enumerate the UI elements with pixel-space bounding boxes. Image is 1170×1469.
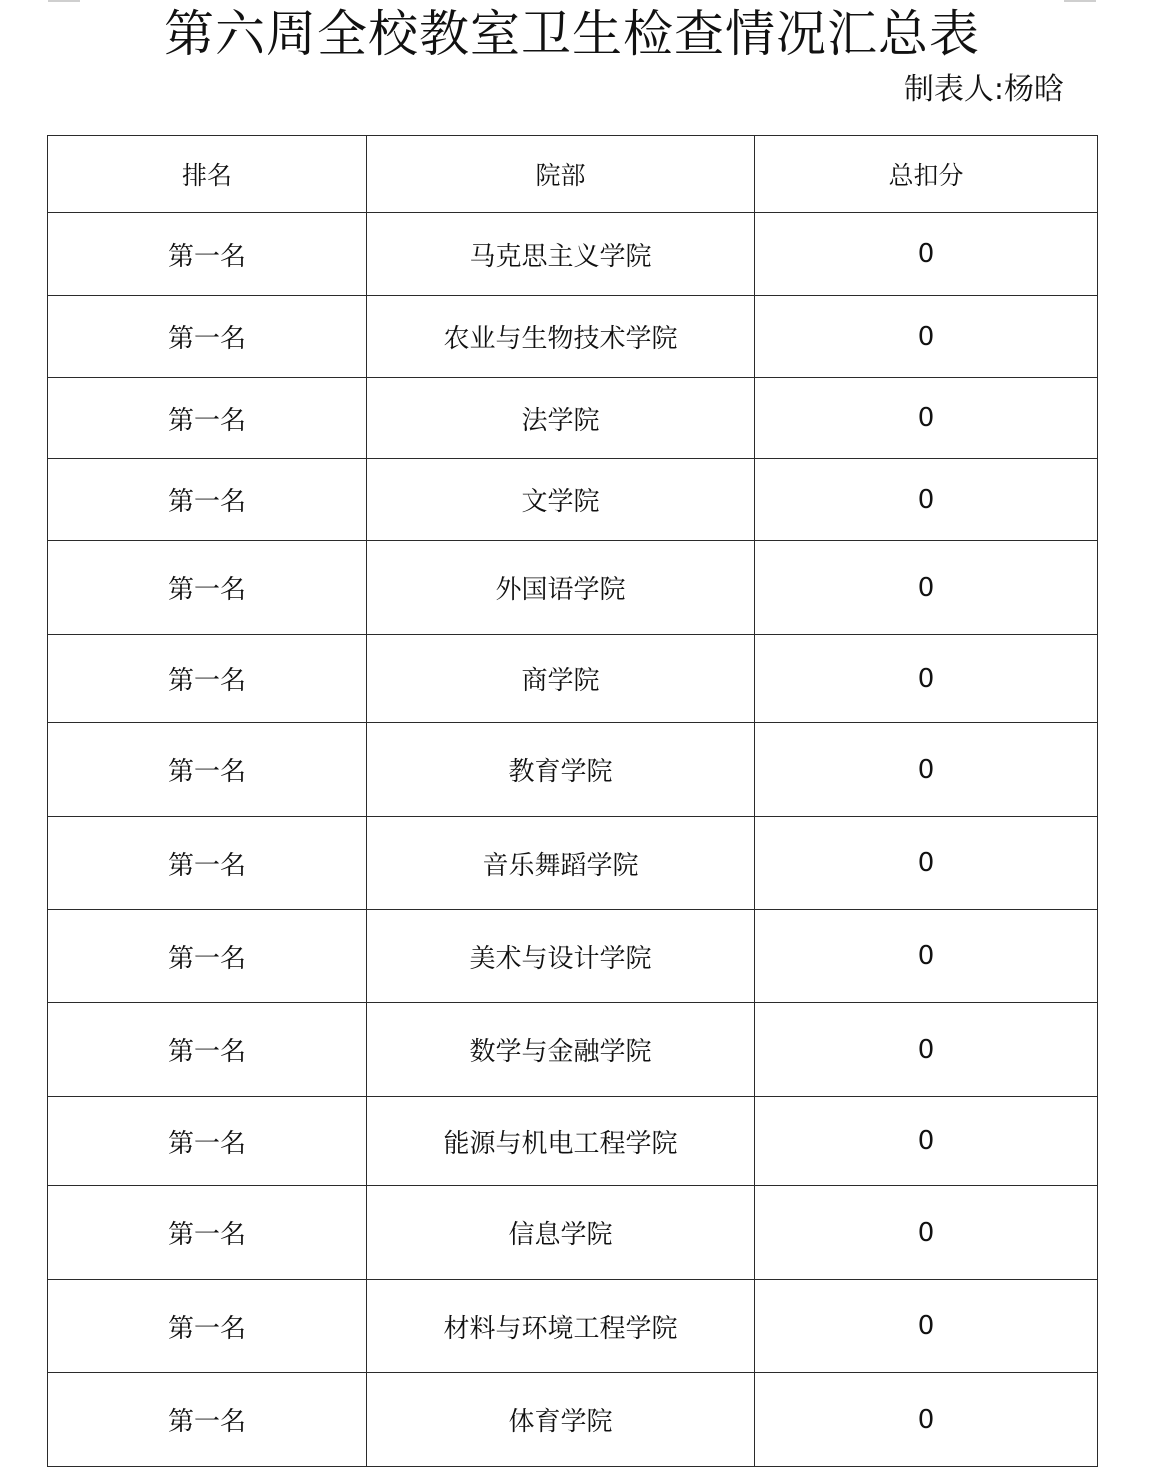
deduction-cell: 0 [755,296,1098,378]
table-row [48,1003,1098,1097]
table-maker: 制表人:杨晗 [903,72,1064,107]
deduction-cell: 0 [755,541,1098,635]
department-cell: 美术与设计学院 [367,910,755,1003]
rank-cell: 第一名 [48,723,367,817]
deduction-cell: 0 [755,723,1098,817]
rank-cell: 第一名 [48,296,367,378]
deduction-cell: 0 [755,817,1098,910]
rank-cell: 第一名 [48,1097,367,1186]
department-cell: 能源与机电工程学院 [367,1097,755,1186]
deduction-cell: 0 [755,459,1098,541]
header-deduction: 总扣分 [755,136,1098,213]
header-rank: 排名 [48,136,367,213]
table-row [48,635,1098,723]
summary-table [47,135,1098,1467]
department-cell: 外国语学院 [367,541,755,635]
rank-cell: 第一名 [48,635,367,723]
table-row [48,378,1098,459]
table-row [48,459,1098,541]
header-row [48,136,1098,213]
table-row [48,213,1098,296]
table-row [48,910,1098,1003]
rank-cell: 第一名 [48,1003,367,1097]
department-cell: 材料与环境工程学院 [367,1280,755,1373]
table-row [48,1186,1098,1280]
deduction-cell: 0 [755,1186,1098,1280]
deduction-cell: 0 [755,1373,1098,1467]
department-cell: 教育学院 [367,723,755,817]
table-row [48,817,1098,910]
rank-cell: 第一名 [48,541,367,635]
department-cell: 文学院 [367,459,755,541]
department-cell: 农业与生物技术学院 [367,296,755,378]
rank-cell: 第一名 [48,459,367,541]
rank-cell: 第一名 [48,910,367,1003]
department-cell: 商学院 [367,635,755,723]
deduction-cell: 0 [755,1097,1098,1186]
department-cell: 马克思主义学院 [367,213,755,296]
rank-cell: 第一名 [48,817,367,910]
table-row [48,1280,1098,1373]
department-cell: 法学院 [367,378,755,459]
rank-cell: 第一名 [48,378,367,459]
deduction-cell: 0 [755,910,1098,1003]
deduction-cell: 0 [755,1003,1098,1097]
header-department: 院部 [367,136,755,213]
deduction-cell: 0 [755,635,1098,723]
deduction-cell: 0 [755,1280,1098,1373]
deduction-cell: 0 [755,378,1098,459]
department-cell: 数学与金融学院 [367,1003,755,1097]
table-row [48,1373,1098,1467]
table-row [48,541,1098,635]
deduction-cell: 0 [755,213,1098,296]
rank-cell: 第一名 [48,1373,367,1467]
table-body [48,213,1098,1467]
department-cell: 体育学院 [367,1373,755,1467]
rank-cell: 第一名 [48,1280,367,1373]
table-row [48,1097,1098,1186]
table-row [48,296,1098,378]
rank-cell: 第一名 [48,213,367,296]
rank-cell: 第一名 [48,1186,367,1280]
table-row [48,723,1098,817]
document-title: 第六周全校教室卫生检查情况汇总表 [164,5,980,63]
department-cell: 信息学院 [367,1186,755,1280]
department-cell: 音乐舞蹈学院 [367,817,755,910]
